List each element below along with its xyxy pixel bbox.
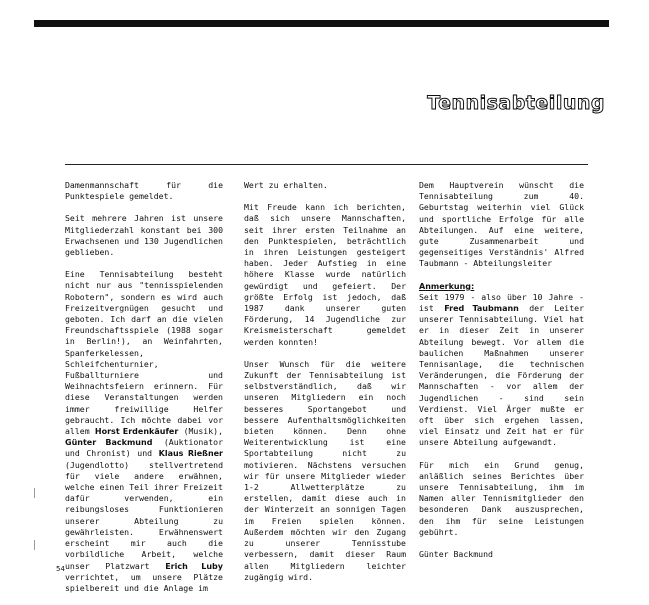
text-run: Eine Tennisabteilung besteht nicht nur aus "tennisspielenden Robotern", sondern es wird auch Freizeitvergnügen gesucht und geboten. Ich darf an die vielen Freundschaftsspiele (1988 sogar in Berlin!), an Weinfahrten, Spanferkelessen, Schleifchenturnier, Fußballturniere und Weihnachtsfeiern erinnern. Für diese Veranstaltungen werden immer freiwillige Helfer gebraucht. Ich möchte dabei vor allem bbox=[65, 269, 223, 437]
text-run: verrichtet, um unsere Plätze spielbereit und die Anlage im bbox=[65, 571, 223, 593]
person-name: Erich Luby bbox=[165, 561, 223, 571]
column-2 bbox=[244, 180, 406, 594]
paragraph bbox=[65, 269, 223, 594]
text-run: (Jugendlotto) stellvertretend für viele andere erwähnen, welche einen Teil ihrer Freizeit dafür verwenden, ein reibungsloses Funktionieren unserer Abteilung zu gewährleisten. Erwähnenswert erscheint mir auch die vorbildliche Arbeit, welche unser Platzwart bbox=[65, 459, 223, 571]
paragraph: Unser Wunsch für die weitere Zukunft der Tennisabteilung ist selbstverständlich, daß wir unseren Mitgliedern ein noch besseres Sportangebot und bessere Aufenthaltsmöglichkeiten bieten können. Denn ohne Weiterentwicklung ist eine Sportabteilung nicht zu motivieren. Nächstens versuchen wir für unsere Mitglieder wieder 1-2 Allwetterplätze zu erstellen, damit diese auch in der Winterzeit an sonnigen Tagen im Freien spielen können. Außerdem möchten wir den Zugang zu unserer Tennisstube verbessern, damit dieser Raum allen Mitgliedern leichter zugängig wird. bbox=[244, 358, 406, 582]
signature: Günter Backmund bbox=[419, 549, 493, 560]
person-name: Klaus Rießner bbox=[158, 449, 224, 459]
column-1 bbox=[65, 180, 223, 605]
margin-mark bbox=[34, 488, 35, 498]
text-run: (Auktionator und Chronist) und bbox=[65, 437, 223, 459]
person-name: Günter Backmund bbox=[65, 438, 153, 448]
paragraph: Mit Freude kann ich berichten, daß sich unsere Mannschaften, seit ihrer ersten Teilnahme an den Punktespielen, beträchtlich in ihren Leistungen gesteigert haben. Jeder Aufstieg in eine höhere Klasse wurde natürlich gewürdigt und gefeiert. Der größte Erfolg ist jedoch, daß 1987 dank unserer guten Förderung, 14 Jugendliche zur Kreismeisterschaft gemeldet werden konnten! bbox=[244, 202, 406, 347]
margin-mark bbox=[34, 540, 35, 550]
paragraph: Damenmannschaft für die Punktespiele gemeldet. bbox=[65, 180, 223, 202]
person-name: Fred Taubmann bbox=[444, 304, 519, 314]
paragraph: Für mich ein Grund genug, anläßlich seines Berichtes über unsere Tennisabteilung, ihm im Namen aller Tennismitglieder den besonderen Dank auszusprechen, den ihm für seine Leistungen gebührt. bbox=[419, 459, 584, 537]
note-heading: Anmerkung: bbox=[419, 281, 475, 291]
page-number: 54 bbox=[56, 565, 65, 573]
paragraph bbox=[419, 292, 584, 449]
person-name: Horst Erdenkäufer bbox=[94, 427, 179, 437]
paragraph: Seit mehrere Jahren ist unsere Mitgliederzahl konstant bei 300 Erwachsenen und 130 Jugendlichen geblieben. bbox=[65, 213, 223, 258]
page-title: Tennisabteilung bbox=[427, 92, 605, 114]
text-run: Seit 1979 - also über 10 Jahre - ist bbox=[419, 291, 584, 314]
column-3 bbox=[419, 180, 584, 571]
text-run: (Musik), bbox=[178, 426, 223, 437]
text-run: der Leiter unserer Tennisabteilung. Viel hat er in dieser Zeit in unserer Abteilung bewegt. Vor allem die baulichen Maßnahmen unserer Tennisanlage, die technischen Veränderungen, die Förderung der Mannschaften - vor allem der Jugendlichen - sind sein Verdienst. Viel Ärger mußte er oft über sich ergehen lassen, viel Einsatz und Zeit hat er für unsere Abteilung aufgewandt. bbox=[419, 303, 584, 448]
top-rule-bar bbox=[34, 20, 609, 27]
paragraph: Dem Hauptverein wünscht die Tennisabteilung zum 40. Geburtstag weiterhin viel Glück und sportliche Erfolge für alle Abteilungen. Auf eine weitere, gute Zusammenarbeit und gegenseitiges Verständnis' Alfred Taubmann - Abteilungsleiter bbox=[419, 180, 584, 269]
title-divider bbox=[65, 164, 588, 165]
paragraph: Wert zu erhalten. bbox=[244, 180, 328, 190]
note-paragraph bbox=[419, 281, 584, 292]
